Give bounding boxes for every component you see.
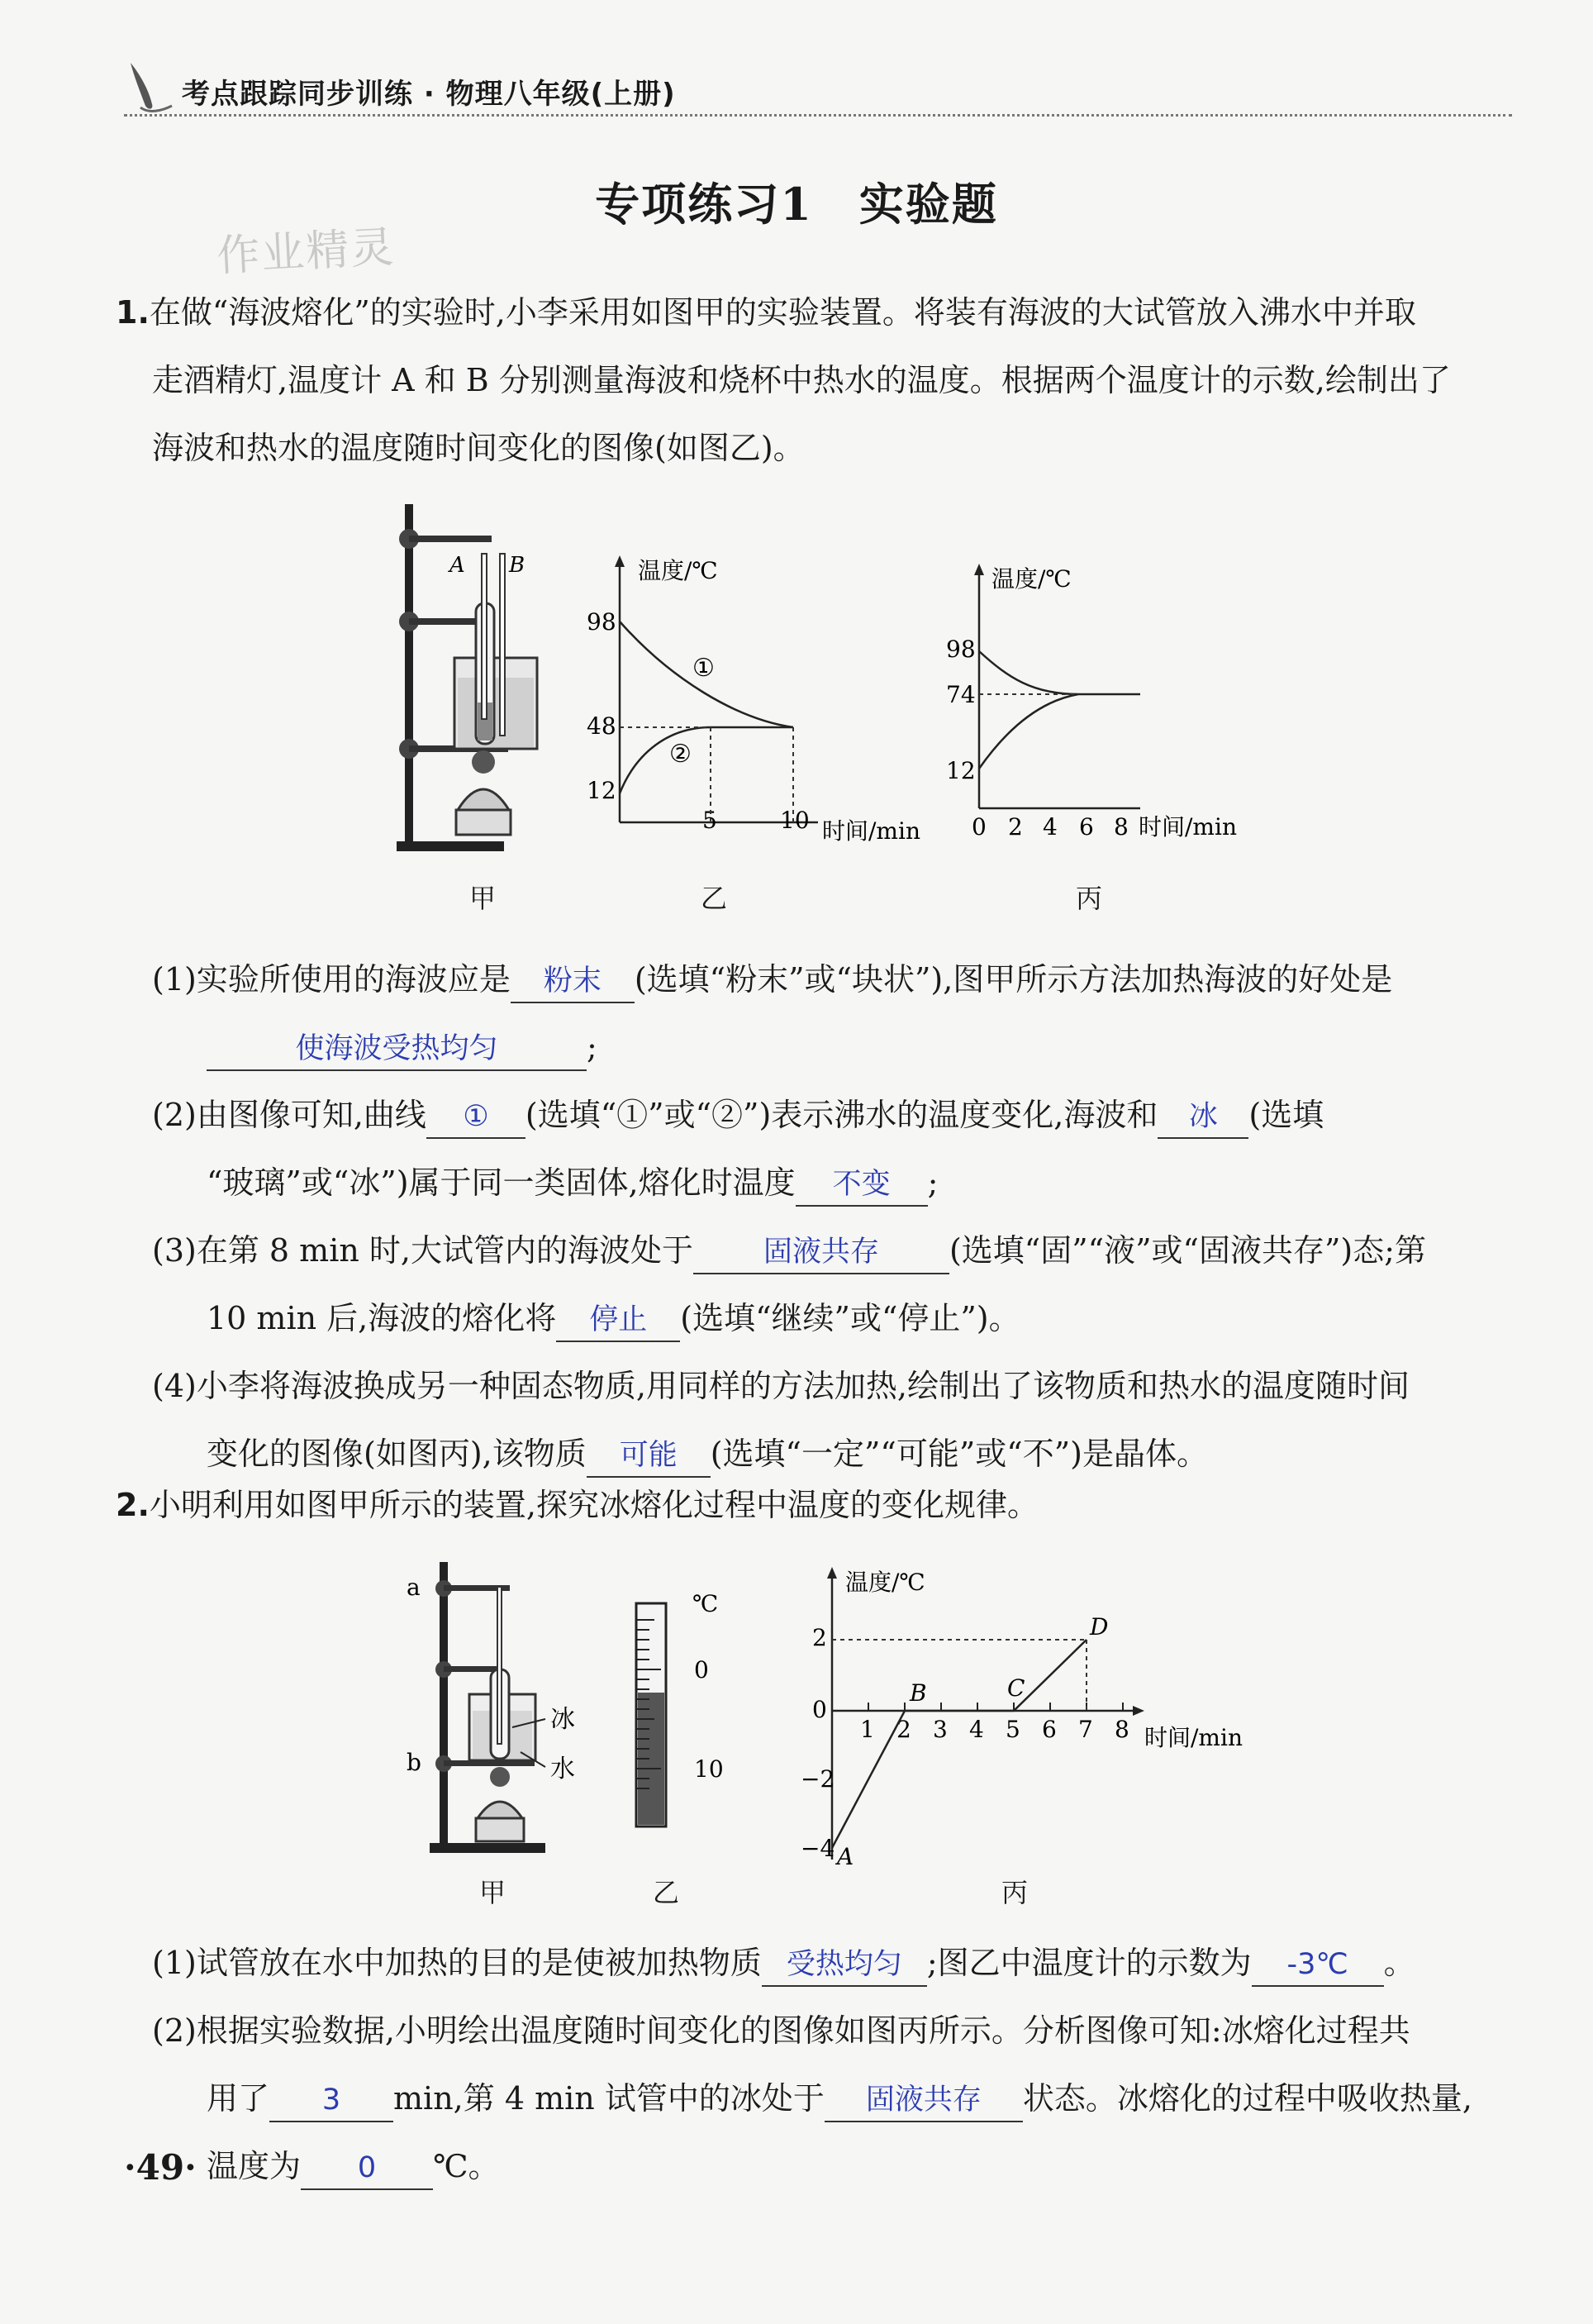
chart-ylabel: 温度/℃: [845, 1569, 925, 1596]
chart-xlabel: 时间/min: [1139, 813, 1237, 841]
x-tick: 4: [969, 1716, 984, 1743]
curve-label-1: ①: [692, 654, 715, 683]
x-tick: 5: [1006, 1716, 1020, 1743]
point-d: D: [1090, 1613, 1109, 1641]
text: (选填“继续”或“停止”)。: [680, 1300, 1020, 1336]
point-b: B: [910, 1679, 927, 1707]
q1-s4-line1: (4)小李将海波换成另一种固态物质,用同样的方法加热,绘制出了该物质和热水的温度随时间: [152, 1368, 1410, 1404]
x-tick: 6: [1042, 1716, 1057, 1743]
y-tick: −4: [801, 1835, 835, 1862]
q1-intro-line: 海波和热水的温度随时间变化的图像(如图乙)。: [152, 430, 805, 466]
q1-s3-line1: [152, 1217, 1540, 1284]
text: ;: [587, 1029, 597, 1065]
x-tick: 0: [972, 813, 987, 841]
fig-label-jia: 甲: [479, 1877, 506, 1908]
chart-ylabel: 温度/℃: [638, 557, 718, 584]
y-tick: 74: [946, 681, 976, 708]
clamp-b-label: b: [407, 1749, 421, 1776]
curve-substance: [979, 694, 1078, 769]
x-tick: 5: [702, 807, 717, 834]
chart-ylabel: 温度/℃: [991, 565, 1072, 593]
q2-chart-bing: [789, 1562, 1268, 1876]
x-tick: 8: [1114, 813, 1129, 841]
watermark: 作业精灵: [215, 222, 397, 282]
q1-s1-line2: [152, 1013, 1540, 1081]
thermometer-tick: 10: [694, 1755, 724, 1783]
page-number: ·49·: [124, 2147, 197, 2188]
answer-blank[interactable]: 3: [269, 2079, 393, 2122]
fig-label-bing: 丙: [1076, 883, 1103, 914]
curve-2: [620, 727, 793, 793]
thermometer-a-label: A: [449, 553, 465, 578]
y-tick: 12: [946, 757, 976, 784]
text: ;图乙中温度计的示数为: [926, 1945, 1252, 1981]
melting-curve: [832, 1640, 1087, 1848]
pen-icon: [124, 56, 174, 114]
q1-intro: [116, 279, 1520, 482]
page-title: 专项练习1 实验题: [595, 178, 998, 231]
text: (选填“粉末”或“块状”),图甲所示方法加热海波的好处是: [634, 961, 1393, 998]
x-tick: 4: [1043, 813, 1058, 841]
q2-subquestions: [152, 1929, 1540, 2200]
text: min,第 4 min 试管中的冰处于: [393, 2080, 825, 2117]
q1-s2-line2: [152, 1149, 1540, 1217]
q2-intro: [116, 1471, 1520, 1539]
fig-label-bing: 丙: [1001, 1877, 1029, 1908]
x-tick: 6: [1079, 813, 1094, 841]
answer-blank[interactable]: -3℃: [1252, 1944, 1384, 1987]
x-tick: 2: [1008, 813, 1023, 841]
answer-blank[interactable]: 冰: [1158, 1096, 1248, 1139]
answer-blank[interactable]: 固液共存: [825, 2079, 1023, 2122]
text: (1)实验所使用的海波应是: [152, 961, 511, 998]
q1-s1-line1: [152, 945, 1540, 1013]
text: (2)由图像可知,曲线: [152, 1097, 426, 1133]
chart-xlabel: 时间/min: [822, 817, 920, 845]
fig-label-jia: 甲: [469, 883, 497, 914]
y-tick: 12: [587, 777, 616, 804]
text: (1)试管放在水中加热的目的是使被加热物质: [152, 1945, 762, 1981]
q2-thermometer-figure: [628, 1587, 752, 1851]
curve-label-2: ②: [669, 740, 692, 769]
q1-apparatus-figure: [388, 496, 554, 860]
q1-chart-yi: [570, 554, 950, 860]
thermometer-b-label: B: [509, 553, 525, 578]
text: “玻璃”或“冰”)属于同一类固体,熔化时温度: [207, 1164, 796, 1201]
q2-s2-line2: [152, 2064, 1540, 2132]
x-tick: 2: [896, 1716, 911, 1743]
y-tick: 48: [587, 712, 616, 740]
point-c: C: [1007, 1674, 1025, 1702]
q1-intro-line: 走酒精灯,温度计 A 和 B 分别测量海波和烧杯中热水的温度。根据两个温度计的示数,绘制出了: [152, 362, 1451, 398]
x-tick: 10: [780, 807, 810, 834]
text: 状态。冰熔化的过程中吸收热量,: [1022, 2080, 1472, 2117]
text: ;: [927, 1164, 939, 1201]
answer-blank[interactable]: 可能: [587, 1435, 711, 1478]
text: (选填“①”或“②”)表示沸水的温度变化,海波和: [525, 1097, 1158, 1133]
answer-blank[interactable]: 固液共存: [693, 1231, 949, 1274]
curve-hot-water: [979, 651, 1140, 694]
clamp-a-label: a: [407, 1574, 421, 1601]
text: (选填“一定”“可能”或“不”)是晶体。: [710, 1436, 1208, 1472]
q1-number: 1.: [116, 294, 150, 331]
q2-intro-text: 小明利用如图甲所示的装置,探究冰熔化过程中温度的变化规律。: [149, 1487, 1039, 1523]
text: 温度为: [207, 2148, 302, 2184]
answer-blank[interactable]: 0: [301, 2147, 433, 2190]
q1-intro-line: 在做“海波熔化”的实验时,小李采用如图甲的实验装置。将装有海波的大试管放入沸水中并取: [149, 294, 1416, 331]
y-tick: −2: [801, 1765, 835, 1793]
text: 用了: [207, 2080, 270, 2117]
point-a: A: [837, 1843, 854, 1870]
y-tick: 98: [587, 608, 616, 636]
text: ℃。: [433, 2148, 500, 2184]
q2-s2-line3: [152, 2132, 1540, 2200]
text: (选填“固”“液”或“固液共存”)态;第: [949, 1232, 1426, 1269]
water-label: 水: [550, 1755, 575, 1783]
answer-blank[interactable]: 停止: [556, 1299, 680, 1342]
thermometer-unit: ℃: [692, 1590, 719, 1617]
running-header: [124, 64, 1512, 117]
x-tick: 7: [1078, 1716, 1093, 1743]
header-title: 考点跟踪同步训练 · 物理八年级(上册): [182, 78, 676, 111]
q2-s1-line: [152, 1929, 1540, 1997]
q1-s3-line2: [152, 1284, 1540, 1352]
text: (选填: [1248, 1097, 1324, 1133]
text: 10 min 后,海波的熔化将: [207, 1300, 557, 1336]
x-tick: 1: [860, 1716, 875, 1743]
q1-s2-line1: [152, 1081, 1540, 1149]
q2-number: 2.: [116, 1487, 150, 1523]
answer-blank[interactable]: 使海波受热均匀: [207, 1028, 587, 1071]
y-tick: 2: [812, 1624, 827, 1651]
fig-label-yi: 乙: [653, 1877, 680, 1908]
answer-blank[interactable]: 受热均匀: [762, 1944, 927, 1987]
chart-xlabel: 时间/min: [1144, 1724, 1243, 1751]
answer-blank[interactable]: 粉末: [511, 960, 635, 1003]
x-tick: 8: [1115, 1716, 1129, 1743]
answer-blank[interactable]: 不变: [796, 1164, 928, 1207]
text: (3)在第 8 min 时,大试管内的海波处于: [152, 1232, 693, 1269]
q2-apparatus-figure: [405, 1554, 603, 1860]
x-tick: 3: [933, 1716, 948, 1743]
answer-blank[interactable]: ①: [426, 1096, 525, 1139]
ice-label: 冰: [550, 1705, 575, 1734]
y-tick: 98: [946, 636, 976, 663]
fig-label-yi: 乙: [701, 883, 728, 914]
text: 。: [1383, 1945, 1415, 1981]
y-tick: 0: [812, 1696, 827, 1723]
text: 变化的图像(如图丙),该物质: [207, 1436, 587, 1472]
q1-chart-bing: [942, 562, 1256, 860]
thermometer-tick: 0: [694, 1656, 709, 1683]
q1-subquestions: [152, 945, 1540, 1488]
q2-s2-line1: (2)根据实验数据,小明绘出温度随时间变化的图像如图丙所示。分析图像可知:冰熔化过程共: [152, 2012, 1410, 2049]
